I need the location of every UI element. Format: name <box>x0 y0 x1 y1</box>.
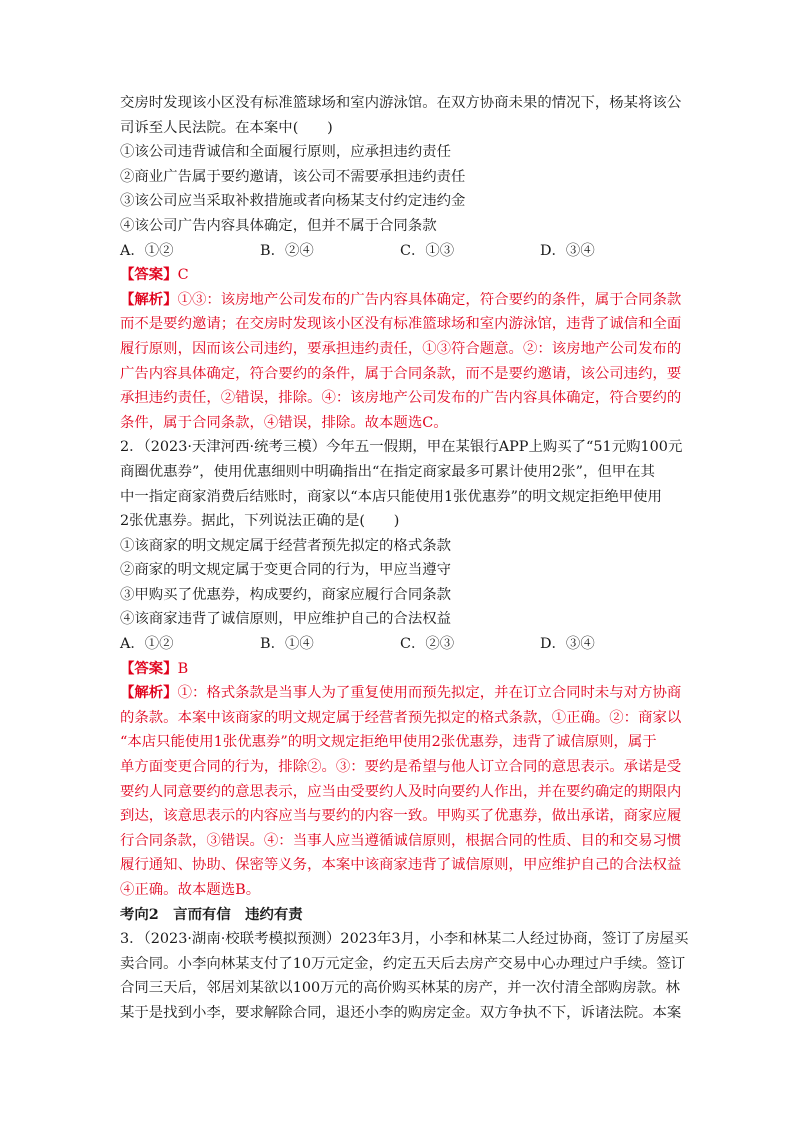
question-2 <box>120 435 682 902</box>
q2-option-c: C．②③ <box>400 636 455 653</box>
q1-option-c: C．①③ <box>400 242 455 259</box>
q3-stem-line: 合同三天后，邻居刘某欲以100万元的高价购买林某的房产，并一次付清全部购房款。林 <box>120 980 680 997</box>
q2-statement: ③甲购买了优惠券，构成要约，商家应履行合同条款 <box>120 586 451 603</box>
q1-statement: ③该公司应当采取补救措施或者向杨某支付约定违约金 <box>120 193 466 210</box>
q1-analysis-line: 广告内容具体确定，符合要约的条件，属于合同条款，而不是要约邀请，该公司违约，要 <box>120 365 682 382</box>
q2-analysis-line: 到达，该意思表示的内容应当与要约的内容一致。甲购买了优惠券，做出承诺，商家应履 <box>120 808 682 825</box>
q1-analysis-line: 承担违约责任，②错误，排除。④：该房地产公司发布的广告内容具体确定，符合要约的 <box>120 390 682 407</box>
q3-stem-line: 3．（2023·湖南·校联考模拟预测）2023年3月，小李和林某二人经过协商，签订了房屋买 <box>120 931 689 948</box>
document-page <box>120 91 689 1026</box>
answer-tag: 【答案】 <box>120 266 178 284</box>
q1-stem-line: 司诉至人民法院。在本案中( ) <box>120 119 333 136</box>
question-3 <box>120 927 689 1025</box>
q1-stem-line: 交房时发现该小区没有标准篮球场和室内游泳馆。在双方协商未果的情况下，杨某将该公 <box>120 95 682 111</box>
q1-statement: ①该公司违背诚信和全面履行原则，应承担违约责任 <box>120 144 451 161</box>
q2-analysis-line: 履行通知、协助、保密等义务，本案中该商家违背了诚信原则，甲应维护自己的合法权益 <box>120 857 682 874</box>
q1-analysis-line: ①③：该房地产公司发布的广告内容具体确定，符合要约的条件，属于合同条款 <box>177 291 682 308</box>
section-heading: 考向2 言而有信 违约有责 <box>120 905 303 923</box>
question-1 <box>120 91 682 435</box>
q2-analysis-line: 的条款。本案中该商家的明文规定属于经营者预先拟定的格式条款，①正确。②：商家以 <box>120 709 682 726</box>
q2-stem-line: 2．（2023·天津河西·统考三模）今年五一假期，甲在某银行APP上购买了“51元购100元 <box>120 439 683 456</box>
q1-option-d: D．③④ <box>540 242 595 259</box>
q1-analysis-line: 履行原则，因而该公司违约，要承担违约责任，①③符合题意。②：该房地产公司发布的 <box>120 340 682 357</box>
q2-option-d: D．③④ <box>540 636 595 653</box>
q2-analysis-line: “本店只能使用1张优惠券”的明文规定拒绝甲使用2张优惠券，违背了诚信原则，属于 <box>120 734 657 751</box>
q2-analysis-line: ④正确。故本题选B。 <box>120 882 261 898</box>
q1-option-b: B．②④ <box>260 242 314 259</box>
q2-analysis-line: ①：格式条款是当事人为了重复使用而预先拟定，并在订立合同时未与对方协商 <box>177 685 682 702</box>
q1-statement: ②商业广告属于要约邀请，该公司不需要承担违约责任 <box>120 168 466 185</box>
q2-answer-value: B <box>177 660 189 677</box>
q1-statement: ④该公司广告内容具体确定，但并不属于合同条款 <box>120 217 437 234</box>
q1-option-a: A．①② <box>120 242 174 259</box>
q1-options <box>120 239 682 264</box>
q2-stem-line: 2张优惠券。据此，下列说法正确的是( ) <box>120 513 400 530</box>
q3-stem-line: 某于是找到小李，要求解除合同，退还小李的购房定金。双方争执不下，诉诸法院。本案 <box>120 1004 682 1021</box>
q2-statement: ②商家的明文规定属于变更合同的行为，甲应当遵守 <box>120 562 451 579</box>
q2-statement: ④该商家违背了诚信原则，甲应维护自己的合法权益 <box>120 611 451 628</box>
q1-analysis-line: 而不是要约邀请；在交房时发现该小区没有标准篮球场和室内游泳馆，违背了诚信和全面 <box>120 316 682 333</box>
q2-stem-line: 中一指定商家消费后结账时，商家以“本店只能使用1张优惠券”的明文规定拒绝甲使用 <box>120 488 662 505</box>
q1-analysis-line: 条件，属于合同条款，④错误，排除。故本题选C。 <box>120 414 448 431</box>
q2-stem-line: 商圈优惠券”，使用优惠细则中明确指出“在指定商家最多可累计使用2张”，但甲在其 <box>120 463 655 480</box>
analysis-tag: 【解析】 <box>120 290 178 308</box>
q2-statement: ①该商家的明文规定属于经营者预先拟定的格式条款 <box>120 537 451 554</box>
q2-analysis <box>120 681 682 902</box>
q2-option-a: A．①② <box>120 636 174 653</box>
q1-answer <box>120 263 682 288</box>
q2-answer <box>120 657 682 682</box>
q2-analysis-line: 单方面变更合同的行为，排除②。③：要约是希望与他人订立合同的意思表示。承诺是受 <box>120 759 682 776</box>
q2-options <box>120 632 682 657</box>
q1-analysis <box>120 288 682 436</box>
q2-analysis-line: 要约人同意要约的意思表示，应当由受要约人及时向要约人作出，并在要约确定的期限内 <box>120 783 682 800</box>
q2-analysis-line: 行合同条款，③错误。④：当事人应当遵循诚信原则，根据合同的性质、目的和交易习惯 <box>120 832 682 849</box>
q3-stem-line: 卖合同。小李向林某支付了10万元定金，约定五天后去房产交易中心办理过户手续。签订 <box>120 955 686 972</box>
analysis-tag: 【解析】 <box>120 684 178 702</box>
answer-tag: 【答案】 <box>120 659 178 677</box>
q2-option-b: B．①④ <box>260 636 314 653</box>
q1-answer-value: C <box>177 267 189 284</box>
